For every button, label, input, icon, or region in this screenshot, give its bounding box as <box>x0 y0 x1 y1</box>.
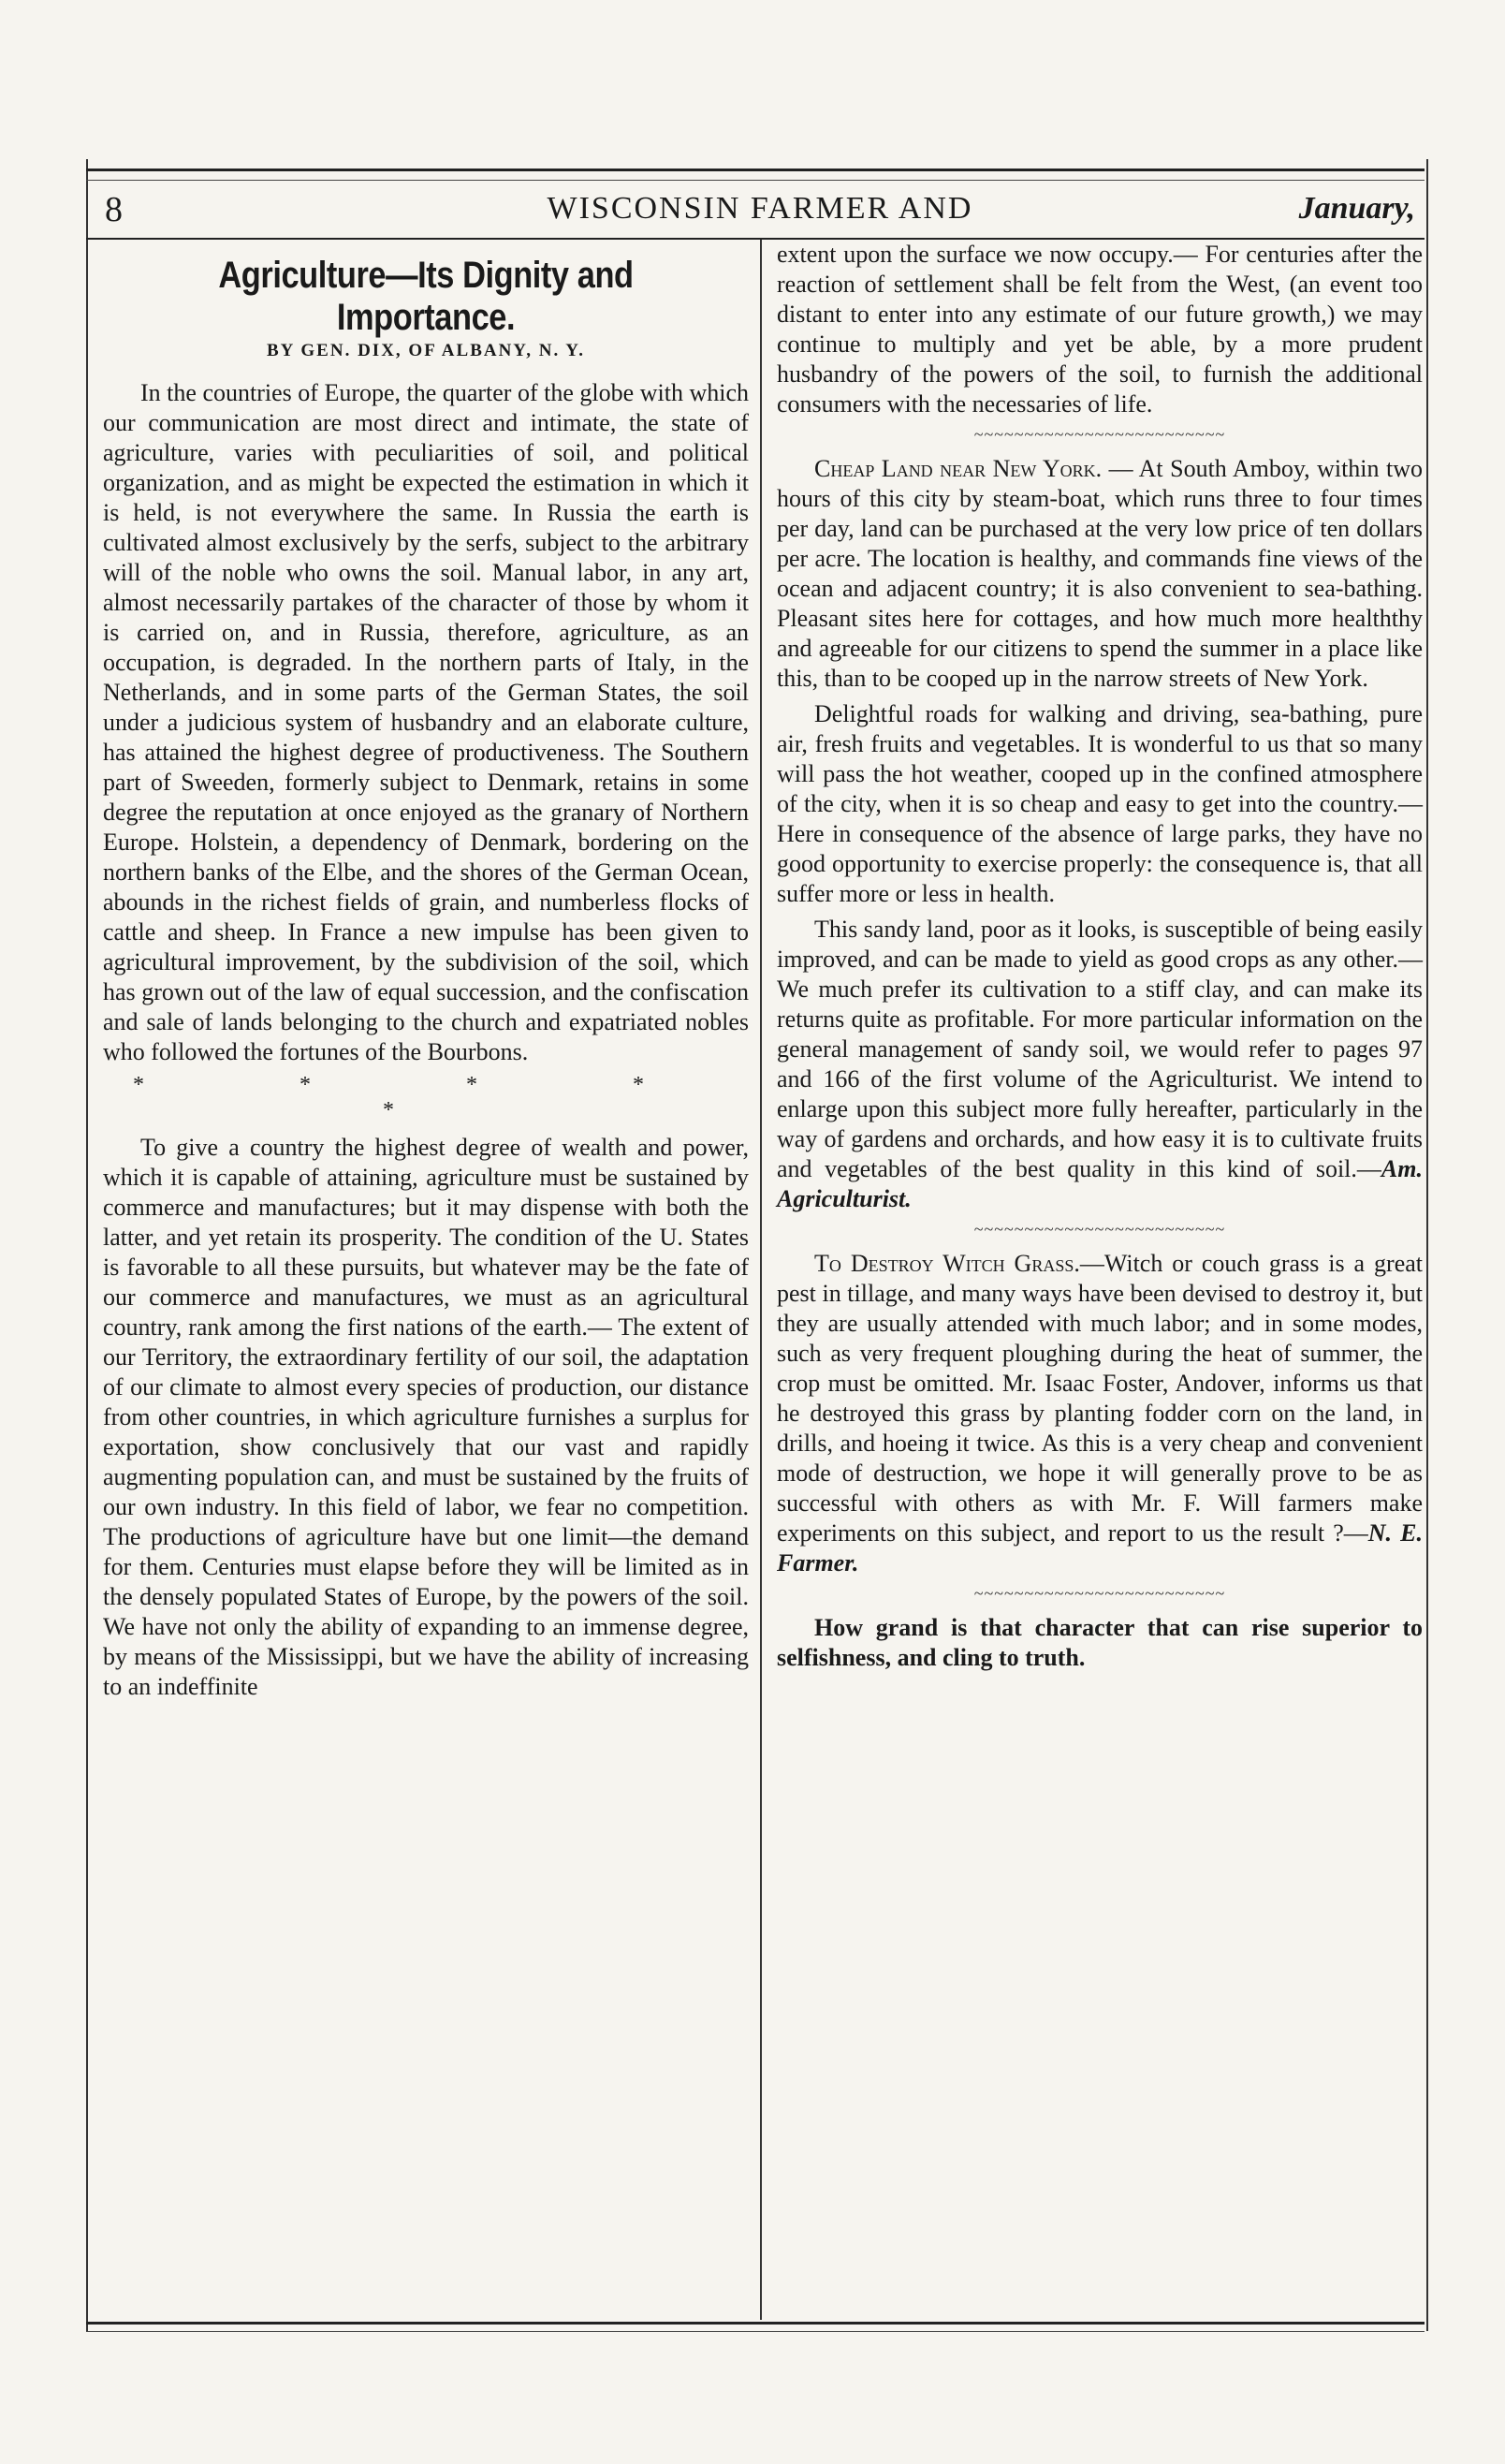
separator-rule: ~~~~~~~~~~~~~~~~~~~~~~~~~ <box>973 425 1226 444</box>
bottom-rule-thin <box>86 2331 1425 2332</box>
article-byline: BY GEN. DIX, OF ALBANY, N. Y. <box>266 341 586 360</box>
closing-aphorism: How grand is that character that can rise superior to selfishness, and cling to truth. <box>777 1614 1423 1671</box>
right-column <box>777 240 1423 1679</box>
separator-rule: ~~~~~~~~~~~~~~~~~~~~~~~~~ <box>973 1584 1226 1603</box>
page-number: 8 <box>105 190 123 229</box>
paragraph-text: — At South Amboy, within two hours of this city by steam-boat, which runs three to four times per day, land can be purchased at the very low price of ten dollars per acre. The location is healthy, and commands fine views of the ocean and adjacent country; it is also convenient to sea-bathing. Pleasant sites here for cottages, and how much more healththy and agreeable for our citizens to spend the summer in a place like this, than to be cooped up in the narrow streets of New York. <box>777 455 1423 692</box>
article-paragraph <box>777 454 1423 694</box>
left-column <box>103 240 749 1708</box>
issue-month: January, <box>1298 191 1415 226</box>
source-credit: N. E. Farmer. <box>777 1519 1423 1577</box>
paragraph-text: This sandy land, poor as it looks, is susceptible of being easily improved, and can be made to yield as good crops as any other.— We much prefer its cultivation to a stiff clay, and can make its returns quite as profitable. For more particular information on the general management of sandy soil, we would refer to pages 97 and 166 of the first volume of the Agriculturist. We intend to enlarge upon this subject more fully hereafter, particularly in the way of gardens and orchards, and how easy it is to cultivate fruits and vegetables of the best quality in this kind of soil.— <box>777 916 1423 1182</box>
separator-rule: ~~~~~~~~~~~~~~~~~~~~~~~~~ <box>973 1220 1226 1239</box>
paragraph-text: —Witch or couch grass is a great pest in tillage, and many ways have been devised to destroy it, but they are usually attended with much labor; and in some modes, such as very frequent ploughing during the heat of summer, the crop must be omitted. Mr. Isaac Foster, Andover, informs us that he destroyed this grass by planting fodder corn on the land, in drills, and hoeing it twice. As this is a very cheap and convenient mode of destruction, we hope it will generally prove to be as successful with others as with Mr. F. Will farmers make experiments on this subject, and report to us the result ?— <box>777 1250 1423 1547</box>
section-heading: Cheap Land near New York. <box>814 455 1103 482</box>
section-stars: * * * * * <box>133 1073 719 1122</box>
top-rule <box>86 169 1425 171</box>
article-continuation: extent upon the surface we now occupy.— For centuries after the reaction of settlement shall be felt from the West, (an event too distant to enter into any estimate of our future growth,) we may continue to multiply and yet be able, by a more prudent husbandry of the powers of the soil, to furnish the additional consumers with the necessaries of life. <box>777 241 1423 418</box>
article-title: Agriculture—Its Dignity and Importance. <box>218 255 634 338</box>
bottom-rule <box>86 2322 1425 2325</box>
article-paragraph <box>777 915 1423 1214</box>
section-heading: To Destroy Witch Grass. <box>814 1250 1080 1277</box>
page-header <box>105 183 1415 236</box>
article-paragraph: In the countries of Europe, the quarter of the globe with which our communication are most direct and intimate, the state of agriculture, varies with peculiarities of soil, and political organization, and as might be expected the estimation in which it is held, is not everywhere the same. In Russia the earth is cultivated almost exclusively by the serfs, subject to the arbitrary will of the noble who owns the soil. Manual labor, in any art, almost necessarily partakes of the character of those by whom it is carried on, and in Russia, therefore, agriculture, as an occupation, is degraded. In the northern parts of Italy, in the Netherlands, and in some parts of the German States, the soil under a judicious system of husbandry and an elaborate culture, has attained the highest degree of productiveness. The Southern part of Sweeden, formerly subject to Denmark, retains in some degree the reputation at once enjoyed as the granary of Northern Europe. Holstein, a dependency of Denmark, bordering on the northern banks of the Elbe, and the shores of the German Ocean, abounds in the richest fields of grain, and numberless flocks of cattle and sheep. In France a new impulse has been given to agricultural improvement, by the subdivision of the soil, which has grown out of the law of equal succession, and the confiscation and sale of lands belonging to the church and expatriated nobles who followed the fortunes of the Bourbons. <box>103 379 749 1065</box>
journal-title: WISCONSIN FARMER AND <box>547 191 973 226</box>
top-rule-thin <box>86 180 1425 181</box>
source-credit: Am. Agriculturist. <box>777 1155 1423 1212</box>
article-paragraph <box>777 1249 1423 1578</box>
article-paragraph: Delightful roads for walking and driving, sea-bathing, pure air, fresh fruits and vegetables. It is wonderful to us that so many will pass the hot weather, cooped up in the confined atmosphere of the city, when it is so cheap and easy to get into the country.— Here in consequence of the absence of large parks, they have no good opportunity to exercise properly: the consequence is, that all suffer more or less in health. <box>777 700 1423 907</box>
article-paragraph: To give a country the highest degree of wealth and power, which it is capable of attaining, agriculture must be sustained by commerce and manufactures; but it may dispense with both the latter, and yet retain its prosperity. The condition of the U. States is favorable to all these pursuits, but whatever may be the fate of our commerce and manufactures, we must as an agricultural country, rank among the first nations of the earth.— The extent of our Territory, the extraordinary fertility of our soil, the adaptation of our climate to almost every species of production, our distance from other countries, in which agriculture furnishes a surplus for exportation, show conclusively that our vast and rapidly augmenting population can, and must be sustained by the fruits of our own industry. In this field of labor, we fear no competition. The productions of agriculture have but one limit—the demand for them. Centuries must elapse before they will be limited as in the densely populated States of Europe, by the powers of the soil. We have not only the ability of expanding to an immense degree, by means of the Mississippi, but we have the ability of increasing to an indeffinite <box>103 1134 749 1700</box>
column-divider <box>760 240 762 2320</box>
